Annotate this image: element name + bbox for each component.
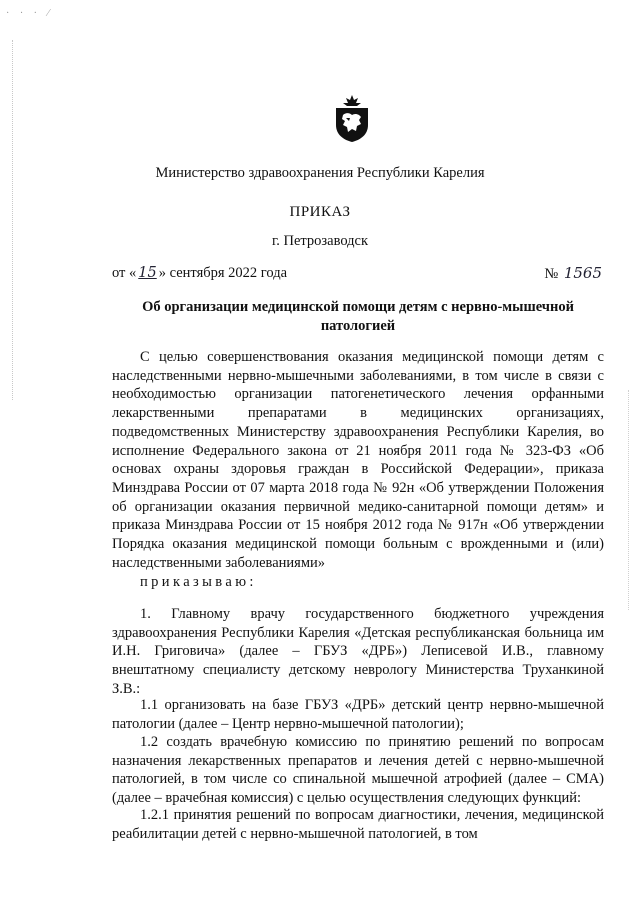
scan-margin-marks: · · · ⁄ — [6, 8, 54, 19]
coat-of-arms-icon — [331, 93, 373, 143]
preamble-paragraph: С целью совершенствования оказания медицинской помощи детям с наследственными нервно-мышечными заболеваниями, в том числе в связи с необходимостью организации патогенетического лечения орфанными лекарственными препаратами в медицинских организациях, подведомственных Министерству здравоохранения Республики Карелия, во исполнение Федерального закона от 21 ноября 2011 года № 323-ФЗ «Об основах охраны здоровья граждан в Российской Федерации», приказа Минздрава России от 07 марта 2018 года № 92н «Об утверждении Положения об организации оказания первичной медико-санитарной помощи детям» и приказа Минздрава России от 15 ноября 2012 года № 917н «Об утверждении Порядка оказания медицинской помощи больным с врожденными и (или) наследственными заболеваниями» — [112, 349, 604, 571]
order-word-prikazyvayu: приказываю: — [140, 574, 257, 590]
order-number — [544, 264, 604, 283]
date-line — [112, 264, 604, 282]
document-city: г. Петрозаводск — [271, 233, 369, 249]
order-number-handwritten: 1565 — [563, 264, 602, 282]
item-1-1-paragraph: 1.1 организовать на базе ГБУЗ «ДРБ» детский центр нервно-мышечной патологии (далее – Центр нервно-мышечной патологии); — [112, 697, 604, 732]
item-1-paragraph: 1. Главному врачу государственного бюджетного учреждения здравоохранения Республики Карелия «Детская республиканская больница им И.Н. Григовича» (далее – ГБУЗ «ДРБ») Леписевой И.В., главному внештатному специалисту детскому неврологу Министерства Труханкиной З.В.: — [112, 606, 604, 697]
date-prefix: от « — [112, 265, 137, 281]
date-suffix: » сентября 2022 года — [158, 265, 288, 281]
item-1-2-paragraph: 1.2 создать врачебную комиссию по принятию решений по вопросам назначения лекарственных препаратов и лечения детей с нервно-мышечной патологией, в том числе со спинальной мышечной атрофией (далее – СМА) (далее – врачебная комиссия) с целью осуществления следующих функций: — [112, 734, 604, 807]
order-subject: Об организации медицинской помощи детям с нервно-мышечной патологией — [142, 299, 574, 334]
date-day-handwritten: 15 — [138, 265, 157, 281]
document-type: ПРИКАЗ — [289, 204, 351, 220]
number-sign: № — [544, 266, 559, 282]
item-1-2-1-paragraph: 1.2.1 принятия решений по вопросам диагностики, лечения, медицинской реабилитации детей с нервно-мышечной патологией, в том — [112, 807, 604, 842]
ministry-name: Министерство здравоохранения Республики Карелия — [155, 165, 485, 181]
